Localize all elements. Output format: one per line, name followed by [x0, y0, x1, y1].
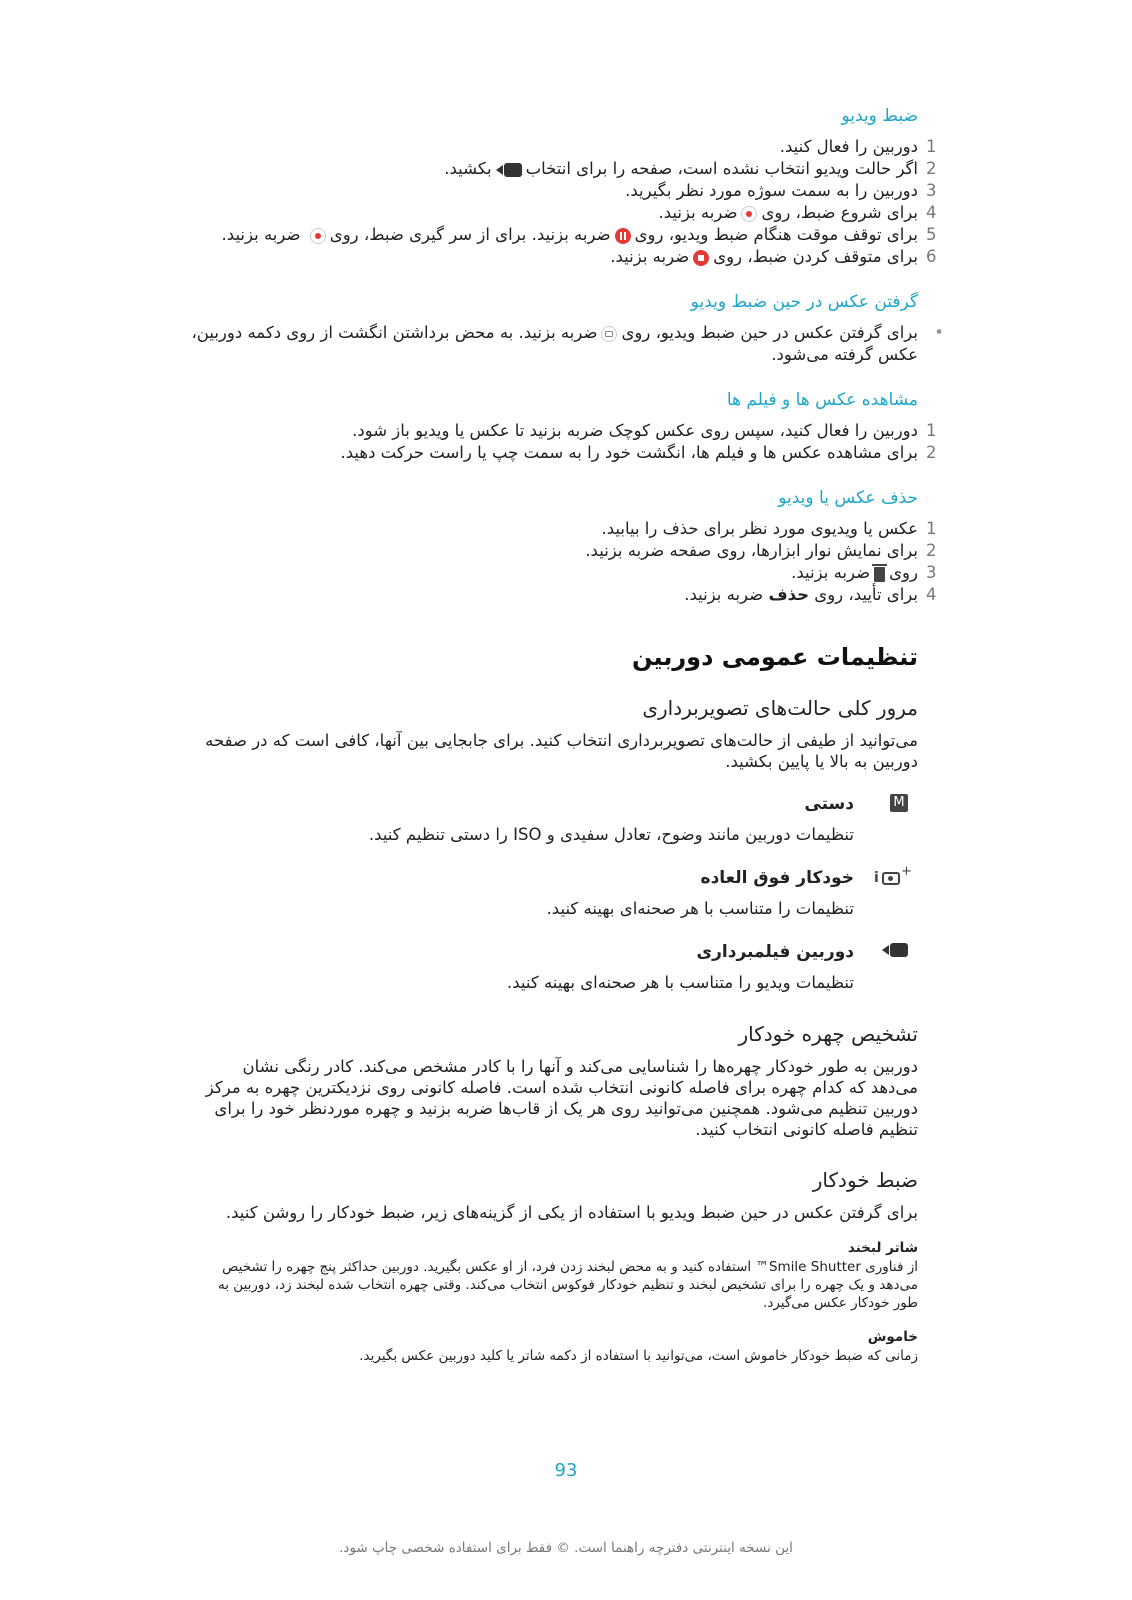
step-number: 6	[926, 247, 937, 266]
record-video-title: ضبط ویدیو	[841, 106, 918, 126]
record-video-steps	[190, 136, 937, 268]
video-camera-icon	[882, 942, 908, 958]
stop-icon	[693, 250, 709, 266]
step-number: 1	[926, 519, 937, 538]
manual-icon: M	[890, 794, 908, 812]
step-text: ضربه بزنید.	[658, 203, 738, 222]
view-media-title: مشاهده عکس ها و فیلم ها	[726, 390, 918, 410]
step-text: اگر حالت ویدیو انتخاب نشده است، صفحه را برای انتخاب	[525, 159, 918, 178]
step-number: 2	[926, 159, 937, 178]
delete-keyword: حذف	[768, 585, 810, 604]
step-number: 2	[926, 541, 937, 560]
option-title: شاتر لبخند	[847, 1240, 918, 1256]
step-text: برای نمایش نوار ابزارها، روی صفحه ضربه بزنید.	[585, 541, 918, 560]
auto-capture-heading: ضبط خودکار	[812, 1168, 918, 1192]
step-text: برای مشاهده عکس ها و فیلم ها، انگشت خود را به سمت چپ یا راست حرکت دهید.	[340, 443, 918, 462]
mode-title: خودکار فوق العاده	[700, 868, 854, 888]
mode-description: تنظیمات دوربین مانند وضوح، تعادل سفیدی و ISO را دستی تنظیم کنید.	[368, 825, 854, 844]
photo-while-video-title: گرفتن عکس در حین ضبط ویدیو	[690, 292, 918, 312]
step-number: 5	[926, 225, 937, 244]
mode-superior-auto	[190, 866, 918, 920]
auto-capture-text: برای گرفتن عکس در حین ضبط ویدیو با استفاده از یکی از گزینه‌های زیر، ضبط خودکار را روشن کنید.	[225, 1203, 918, 1222]
view-media-steps	[190, 420, 937, 464]
mode-manual	[190, 792, 918, 846]
face-detection-text: دوربین به طور خودکار چهره‌ها را شناسایی می‌کند و آنها را با کادر مشخص می‌کند. کادر رنگی نشان می‌دهد که کدام چهره برای فاصله کانونی انتخاب شده است. فاصله کانونی روی نزدیکترین چهره به مرکز دوربین تنظیم می‌شود. همچنین می‌توانید روی هر یک از قاب‌ها ضربه بزنید و چهره موردنظر خود را برای تنظیم فاصله کانونی انتخاب کنید.	[205, 1057, 918, 1139]
footer-note: این نسخه اینترنتی دفترچه راهنما است. © فقط برای استفاده شخصی چاپ شود.	[339, 1540, 793, 1556]
bullet-text: برای گرفتن عکس در حین ضبط ویدیو، روی	[621, 323, 918, 342]
trash-icon	[874, 567, 885, 582]
step-text: عکس یا ویدیوی مورد نظر برای حذف را بیابید.	[601, 519, 918, 538]
superior-auto-icon: i +	[874, 864, 912, 886]
delete-media-steps	[190, 518, 937, 606]
step-text: برای توقف موقت هنگام ضبط ویدیو، روی	[634, 225, 918, 244]
list-item	[190, 224, 937, 246]
step-text: برای شروع ضبط، روی	[761, 203, 918, 222]
list-item	[190, 202, 937, 224]
page-number: 93	[554, 1460, 578, 1481]
step-number: 3	[926, 563, 937, 582]
step-text: بکشید.	[444, 159, 492, 178]
modes-overview-heading: مرور کلی حالت‌های تصویربرداری	[642, 696, 918, 720]
record-icon	[310, 228, 326, 244]
mode-title: دستی	[804, 794, 854, 814]
step-number: 4	[926, 585, 937, 604]
step-text: دوربین را فعال کنید.	[779, 137, 918, 156]
option-text: زمانی که ضبط خودکار خاموش است، می‌توانید با استفاده از دکمه شاتر یا کلید دوربین عکس بگیرید.	[359, 1348, 918, 1364]
delete-media-title: حذف عکس یا ویدیو	[778, 488, 918, 508]
step-text: برای متوقف کردن ضبط، روی	[713, 247, 918, 266]
list-item	[190, 420, 937, 442]
list-item	[190, 442, 937, 464]
step-text: برای تأیید، روی	[814, 585, 918, 604]
list-item	[190, 322, 944, 366]
list-item	[190, 136, 937, 158]
bullet-text: ضربه بزنید. به محض برداشتن انگشت از روی دکمه دوربین، عکس گرفته می‌شود.	[191, 323, 918, 364]
step-number: 1	[926, 421, 937, 440]
mode-description: تنظیمات ویدیو را متناسب با هر صحنه‌ای بهینه کنید.	[506, 973, 854, 992]
step-text: ضربه بزنید.	[791, 563, 871, 582]
camera-button-icon	[601, 326, 617, 342]
step-number: 3	[926, 181, 937, 200]
step-text: ضربه بزنید.	[221, 225, 301, 244]
step-number: 4	[926, 203, 937, 222]
list-item	[190, 180, 937, 202]
mode-video-camera	[190, 940, 918, 994]
step-number: 2	[926, 443, 937, 462]
list-item	[190, 246, 937, 268]
mode-description: تنظیمات را متناسب با هر صحنه‌ای بهینه کنید.	[546, 899, 854, 918]
step-number: 1	[926, 137, 937, 156]
video-mode-icon	[496, 162, 522, 178]
step-text: روی	[889, 563, 918, 582]
mode-title: دوربین فیلمبرداری	[696, 942, 854, 962]
list-item	[190, 540, 937, 562]
list-item	[190, 562, 937, 584]
step-text: دوربین را فعال کنید، سپس روی عکس کوچک ضربه بزنید تا عکس یا ویدیو باز شود.	[352, 421, 918, 440]
pause-icon	[615, 228, 631, 244]
step-text: دوربین را به سمت سوژه مورد نظر بگیرید.	[625, 181, 918, 200]
list-item	[190, 584, 937, 606]
option-text: از فناوری Smile Shutter™ استفاده کنید و به محض لبخند زدن فرد، از او عکس بگیرید. دوربین حداکثر پنج چهره را تشخیص می‌دهد و یک چهره را برای تشخیص لبخند و تنظیم خودکار فوکوس انتخاب می‌کند. وقتی چهره انتخاب شده لبخند زد، دوربین به طور خودکار عکس می‌گیرد.	[218, 1259, 918, 1311]
step-text: ضربه بزنید.	[610, 247, 690, 266]
general-settings-heading: تنظیمات عمومی دوربین	[631, 643, 918, 671]
step-text: ضربه بزنید. برای از سر گیری ضبط، روی	[329, 225, 611, 244]
step-text: ضربه بزنید.	[684, 585, 764, 604]
modes-overview-text: می‌توانید از طیفی از حالت‌های تصویربرداری انتخاب کنید. برای جابجایی بین آنها، کافی است که در صفحه دوربین به بالا یا پایین بکشید.	[205, 731, 918, 771]
page-content	[190, 104, 944, 1365]
list-item	[190, 158, 937, 180]
face-detection-heading: تشخیص چهره خودکار	[738, 1022, 918, 1046]
list-item	[190, 518, 937, 540]
option-title: خاموش	[867, 1329, 918, 1345]
record-icon	[741, 206, 757, 222]
bullet-icon: •	[934, 323, 944, 342]
